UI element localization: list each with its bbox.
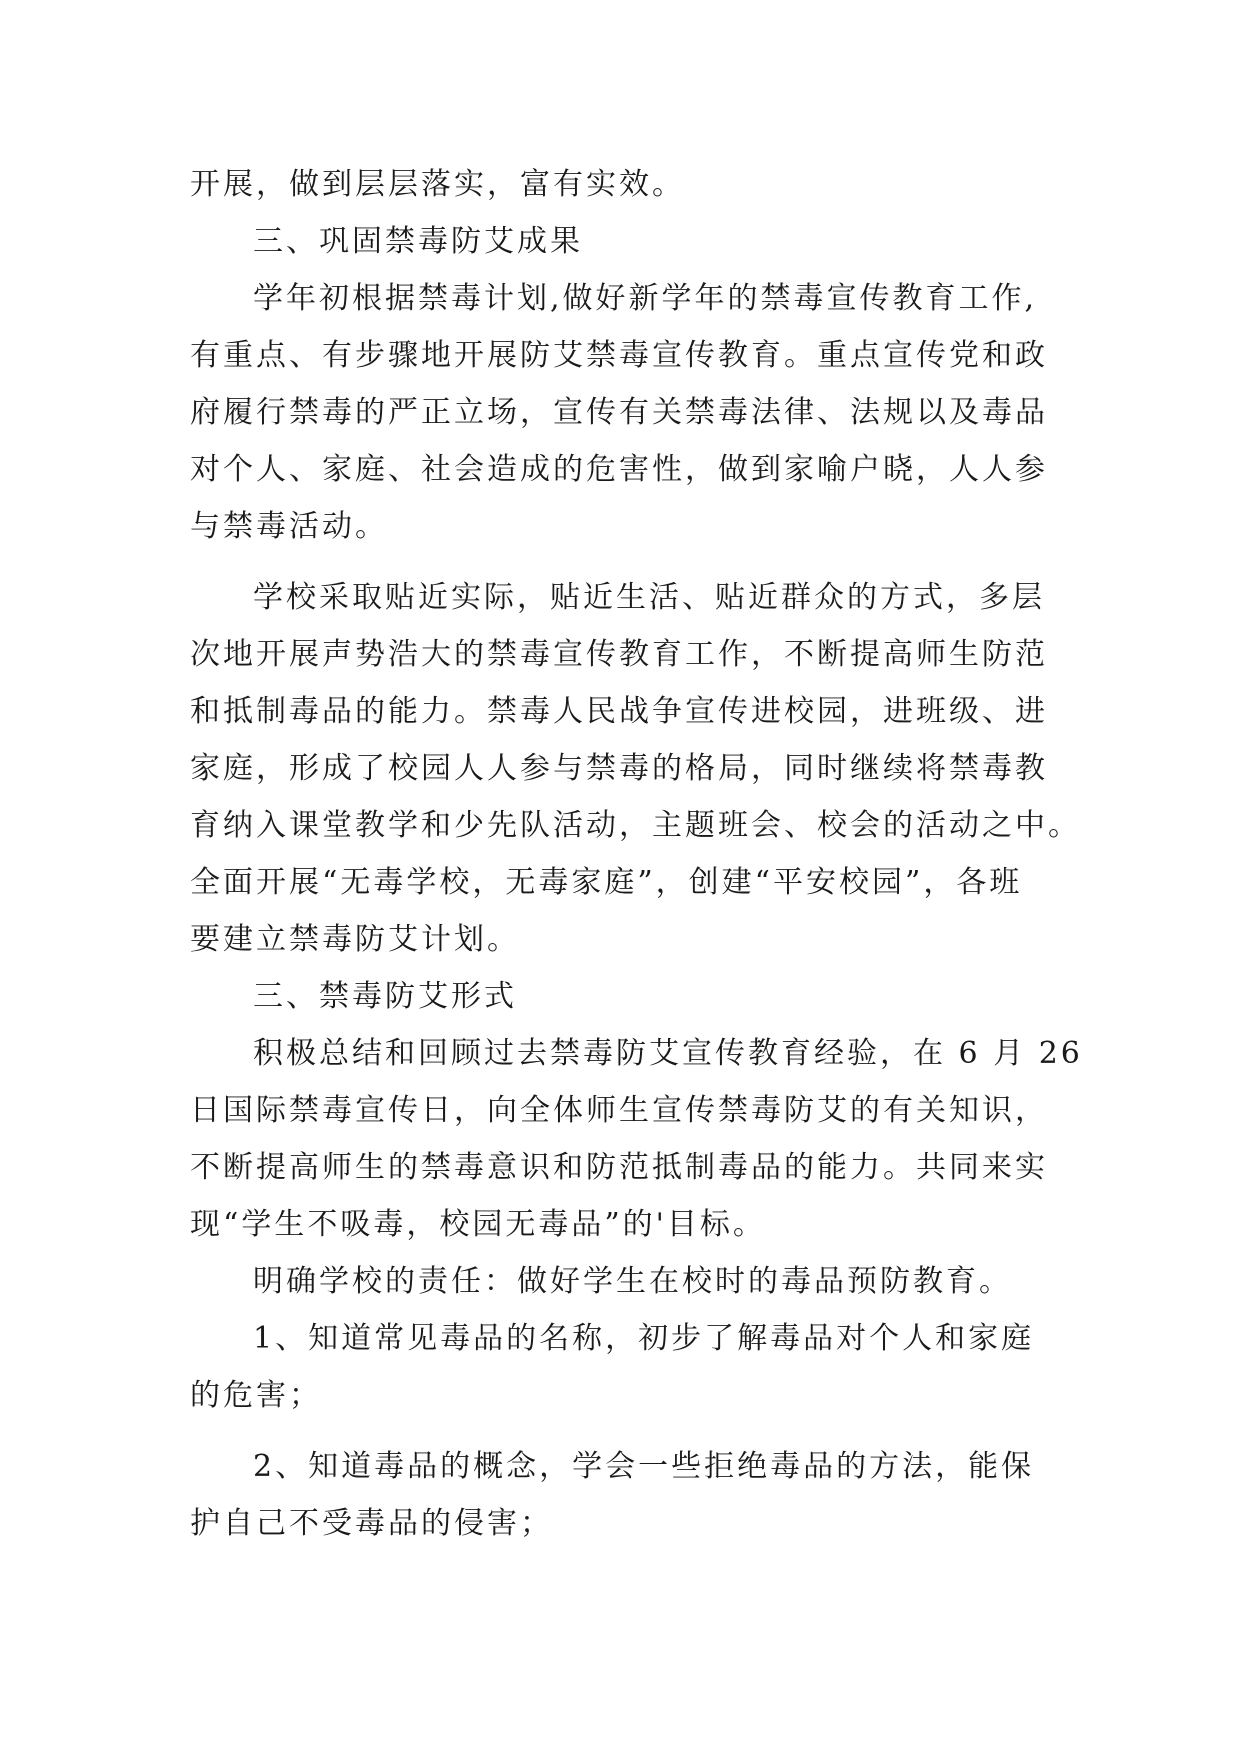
section-heading: 三、禁毒防艾形式: [253, 979, 517, 1014]
text-line: 学年初根据禁毒计划,做好新学年的禁毒宣传教育工作,: [253, 281, 1038, 316]
text-line: 家庭，形成了校园人人参与禁毒的格局，同时继续将禁毒教: [190, 751, 1048, 786]
text-line: 次地开展声势浩大的禁毒宣传教育工作，不断提高师生防范: [190, 637, 1048, 672]
text-line: 明确学校的责任：做好学生在校时的毒品预防教育。: [253, 1264, 1012, 1299]
text-line: 育纳入课堂教学和少先队活动，主题班会、校会的活动之中。: [190, 808, 1081, 843]
text-line: 不断提高师生的禁毒意识和防范抵制毒品的能力。共同来实: [190, 1150, 1048, 1185]
section-heading: 三、巩固禁毒防艾成果: [253, 224, 583, 259]
text-line: 和抵制毒品的能力。禁毒人民战争宣传进校园，进班级、进: [190, 694, 1048, 729]
text-line: 的危害；: [190, 1378, 322, 1413]
text-line: 要建立禁毒防艾计划。: [190, 922, 520, 957]
list-item: 2、知道毒品的概念，学会一些拒绝毒品的方法，能保: [253, 1449, 1035, 1484]
text-line: 与禁毒活动。: [190, 509, 388, 544]
text-line: 对个人、家庭、社会造成的危害性，做到家喻户晓，人人参: [190, 452, 1048, 487]
text-line: 学校采取贴近实际，贴近生活、贴近群众的方式，多层: [253, 580, 1045, 615]
text-line: 有重点、有步骤地开展防艾禁毒宣传教育。重点宣传党和政: [190, 338, 1048, 373]
text-line: 积极总结和回顾过去禁毒防艾宣传教育经验，在 6 月 26: [253, 1036, 1083, 1071]
text-line: 现“学生不吸毒，校园无毒品”的'目标。: [190, 1207, 766, 1242]
text-line: 日国际禁毒宣传日，向全体师生宣传禁毒防艾的有关知识，: [190, 1093, 1048, 1128]
list-item: 1、知道常见毒品的名称，初步了解毒品对个人和家庭: [253, 1321, 1035, 1356]
text-line: 护自己不受毒品的侵害；: [190, 1506, 553, 1541]
text-line: 开展，做到层层落实，富有实效。: [190, 167, 685, 202]
text-line: 府履行禁毒的严正立场，宣传有关禁毒法律、法规以及毒品: [190, 395, 1048, 430]
text-line: 全面开展“无毒学校，无毒家庭”，创建“平安校园”，各班: [190, 865, 1023, 900]
